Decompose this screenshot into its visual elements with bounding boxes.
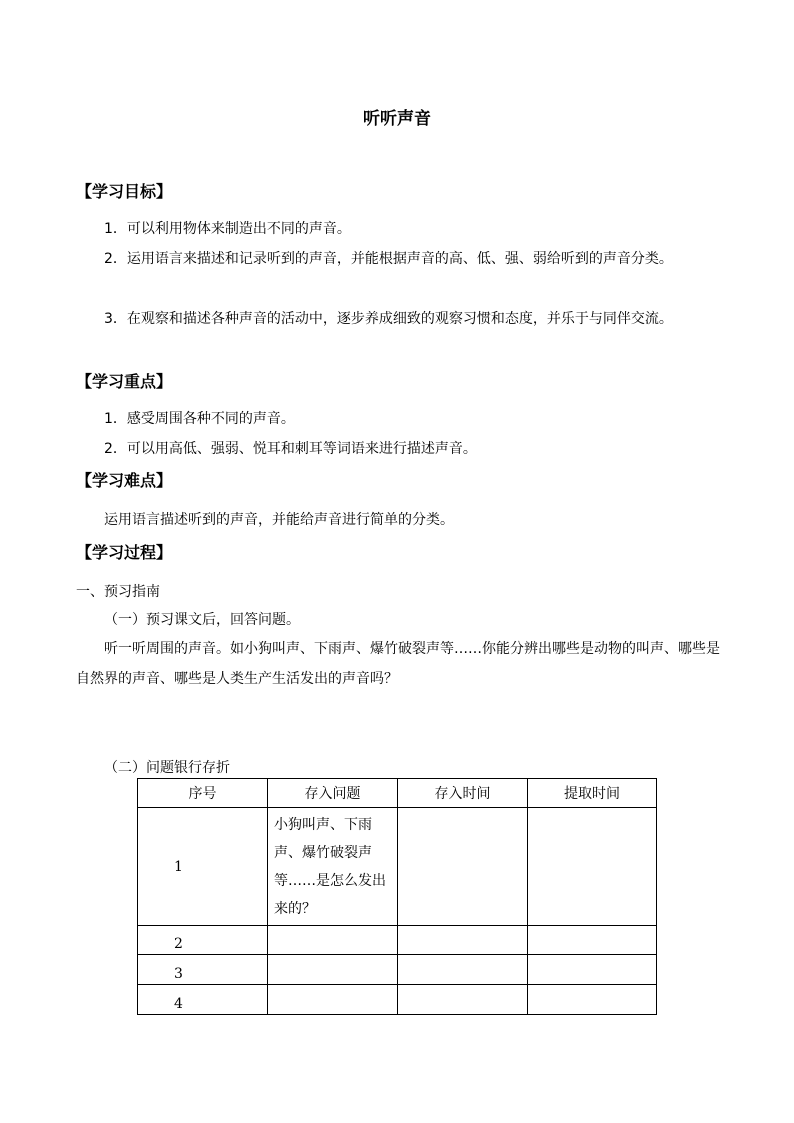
sub2-title: （二）问题银行存折 — [104, 760, 230, 776]
header-withdraw-time: 提取时间 — [528, 779, 657, 808]
part1-title: 一、预习指南 — [76, 584, 160, 600]
row-withdraw-time — [528, 985, 657, 1015]
table-row — [138, 955, 657, 985]
row-question — [268, 985, 398, 1015]
row-withdraw-time — [528, 926, 657, 955]
row-no: 2 — [138, 926, 268, 955]
row-deposit-time — [398, 808, 528, 926]
section-heading-goals: 【学习目标】 — [76, 182, 173, 201]
table-row — [138, 926, 657, 955]
row-withdraw-time — [528, 808, 657, 926]
key-point-item-1: 1．感受周围各种不同的声音。 — [104, 411, 295, 427]
row-no: 1 — [138, 808, 268, 926]
table-header-row — [138, 779, 657, 808]
table-row — [138, 808, 657, 926]
goal-item-3: 3．在观察和描述各种声音的活动中，逐步养成细致的观察习惯和态度，并乐于与同伴交流。 — [104, 311, 673, 327]
section-heading-key-points: 【学习重点】 — [76, 372, 173, 391]
section-heading-process: 【学习过程】 — [76, 543, 173, 562]
goal-item-2: 2．运用语言来描述和记录听到的声音，并能根据声音的高、低、强、弱给听到的声音分类。 — [104, 251, 673, 267]
question-bank-table — [137, 778, 657, 1015]
row-deposit-time — [398, 985, 528, 1015]
row-no: 3 — [138, 955, 268, 985]
page-title: 听听声音 — [363, 109, 431, 129]
row-question: 小狗叫声、下雨声、爆竹破裂声等……是怎么发出来的？ — [268, 808, 398, 926]
goal-item-1: 1．可以利用物体来制造出不同的声音。 — [104, 221, 351, 237]
header-deposit-time: 存入时间 — [398, 779, 528, 808]
row-deposit-time — [398, 955, 528, 985]
row-deposit-time — [398, 926, 528, 955]
row-question — [268, 926, 398, 955]
row-withdraw-time — [528, 955, 657, 985]
table-row — [138, 985, 657, 1015]
header-no: 序号 — [138, 779, 268, 808]
header-question: 存入问题 — [268, 779, 398, 808]
sub1-title: （一）预习课文后，回答问题。 — [104, 612, 300, 628]
difficulty-text: 运用语言描述听到的声音，并能给声音进行简单的分类。 — [104, 512, 454, 528]
key-point-item-2: 2．可以用高低、强弱、悦耳和刺耳等词语来进行描述声音。 — [104, 441, 477, 457]
sub1-text: 听一听周围的声音。如小狗叫声、下雨声、爆竹破裂声等……你能分辨出哪些是动物的叫声、哪些是自然界的声音、哪些是人类生产生活发出的声音吗？ — [76, 641, 720, 687]
row-no: 4 — [138, 985, 268, 1015]
section-heading-difficulties: 【学习难点】 — [76, 471, 173, 490]
row-question — [268, 955, 398, 985]
